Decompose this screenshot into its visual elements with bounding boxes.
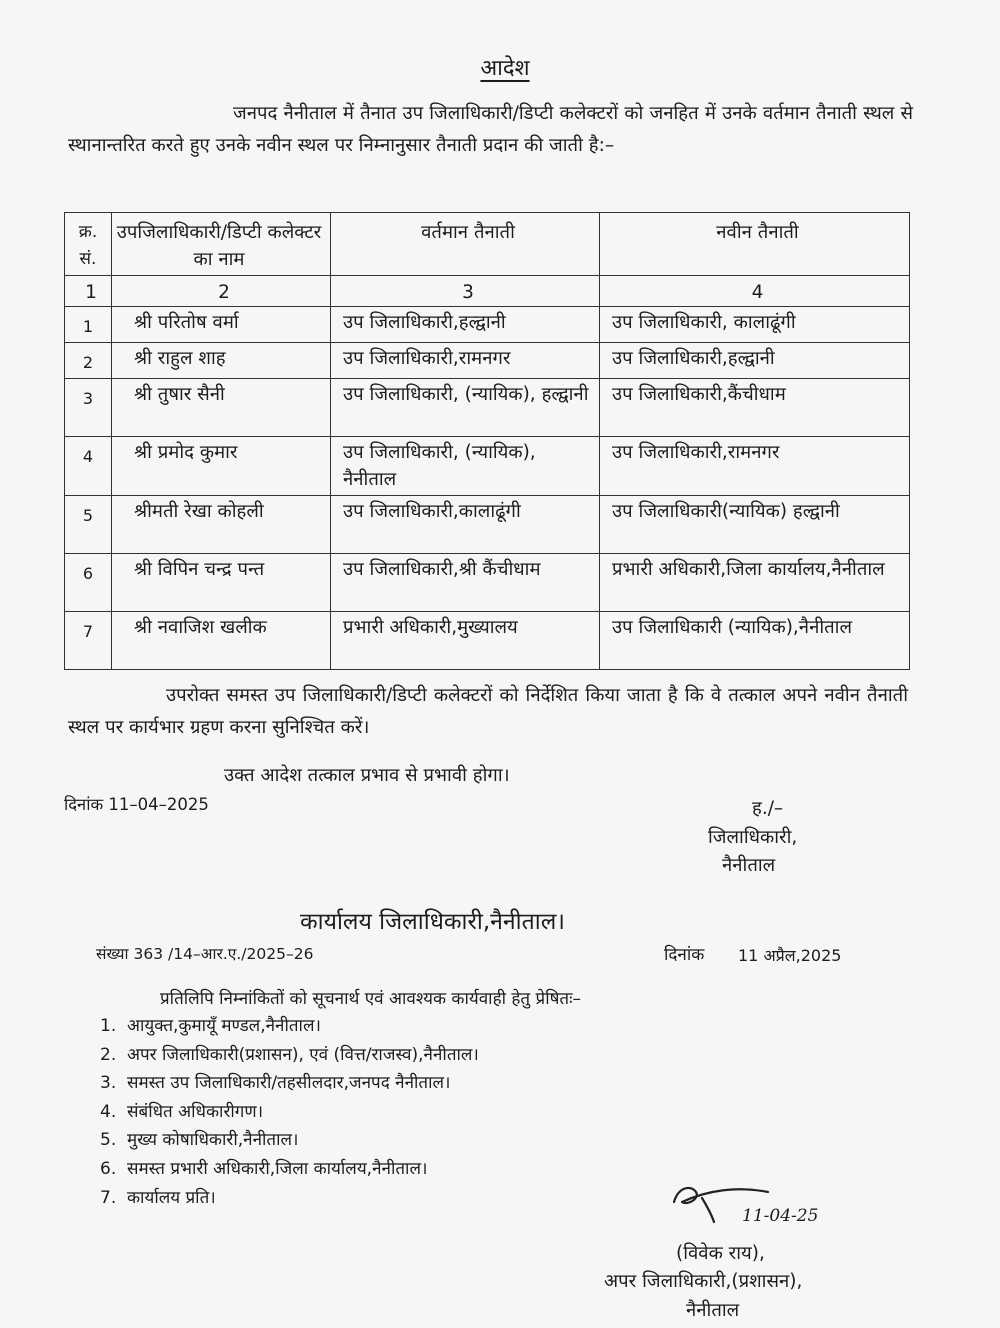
row-name: श्रीमती रेखा कोहली <box>112 496 331 554</box>
row-current: उप जिलाधिकारी,कालाढूंगी <box>331 496 600 554</box>
header-current: वर्तमान तैनाती <box>331 213 600 276</box>
transfer-table <box>64 212 910 670</box>
table-row <box>65 554 910 612</box>
index-cell: 1 <box>65 276 112 307</box>
row-sno: 1 <box>65 307 112 343</box>
order-date: दिनांक 11–04–2025 <box>64 795 209 814</box>
row-current: उप जिलाधिकारी,श्री कैंचीधाम <box>331 554 600 612</box>
row-new: उप जिलाधिकारी,कैंचीधाम <box>600 379 910 437</box>
row-name: श्री विपिन चन्द्र पन्त <box>112 554 331 612</box>
row-current: प्रभारी अधिकारी,मुख्यालय <box>331 612 600 670</box>
table-row <box>65 612 910 670</box>
table-row <box>65 307 910 343</box>
copy-list <box>100 1012 479 1212</box>
item-number: 3. <box>100 1073 117 1094</box>
item-text: मुख्य कोषाधिकारी,नैनीताल। <box>127 1130 299 1151</box>
table-row <box>65 343 910 379</box>
item-number: 1. <box>100 1016 117 1036</box>
list-item <box>100 1041 479 1070</box>
row-current: उप जिलाधिकारी,रामनगर <box>331 343 600 379</box>
index-row <box>65 276 910 307</box>
row-name: श्री तुषार सैनी <box>112 379 331 437</box>
officer-place: नैनीताल <box>686 1300 740 1321</box>
list-item <box>100 1155 479 1184</box>
row-current: उप जिलाधिकारी,हल्द्वानी <box>331 307 600 343</box>
row-sno: 7 <box>65 612 112 670</box>
item-text: अपर जिलाधिकारी(प्रशासन), एवं (वित्त/राजस्व),नैनीताल। <box>127 1044 479 1065</box>
table-header-row <box>65 213 910 276</box>
item-text: समस्त उप जिलाधिकारी/तहसीलदार,जनपद नैनीताल। <box>127 1073 451 1094</box>
header-sno: क्र. सं. <box>65 213 112 276</box>
row-new: उप जिलाधिकारी (न्यायिक),नैनीताल <box>600 612 910 670</box>
list-item <box>100 1126 479 1155</box>
table-row <box>65 379 910 437</box>
table-row <box>65 496 910 554</box>
direction-paragraph <box>68 680 908 744</box>
signed-mark: ह./– <box>752 798 784 819</box>
row-sno: 3 <box>65 379 112 437</box>
copy-intro: प्रतिलिपि निम्नांकितों को सूचनार्थ एवं आवश्यक कार्यवाही हेतु प्रेषितः– <box>160 989 582 1009</box>
index-cell: 3 <box>331 276 600 307</box>
header-new: नवीन तैनाती <box>600 213 910 276</box>
office-date-value: 11 अप्रैल,2025 <box>738 946 842 965</box>
row-name: श्री परितोष वर्मा <box>112 307 331 343</box>
row-current: उप जिलाधिकारी, (न्यायिक), नैनीताल <box>331 437 600 496</box>
item-number: 7. <box>100 1187 117 1208</box>
row-name: श्री नवाजिश खलीक <box>112 612 331 670</box>
row-sno: 4 <box>65 437 112 496</box>
index-cell: 2 <box>112 276 331 307</box>
list-item <box>100 1098 479 1127</box>
row-name: श्री राहुल शाह <box>112 343 331 379</box>
item-number: 2. <box>100 1044 117 1065</box>
item-number: 5. <box>100 1130 117 1151</box>
table-row <box>65 437 910 496</box>
row-new: उप जिलाधिकारी,रामनगर <box>600 437 910 496</box>
row-new: उप जिलाधिकारी(न्यायिक) हल्द्वानी <box>600 496 910 554</box>
row-new: उप जिलाधिकारी,हल्द्वानी <box>600 343 910 379</box>
item-number: 4. <box>100 1101 117 1122</box>
reference-number: संख्या 363 /14–आर.ए./2025–26 <box>96 945 314 963</box>
row-sno: 2 <box>65 343 112 379</box>
row-new: उप जिलाधिकारी, कालाढूंगी <box>600 307 910 343</box>
office-date-label: दिनांक <box>664 945 705 965</box>
effect-line: उक्त आदेश तत्काल प्रभाव से प्रभावी होगा। <box>224 765 510 786</box>
officer-name: (विवेक राय), <box>676 1243 765 1264</box>
office-heading: कार्यालय जिलाधिकारी,नैनीताल। <box>300 909 566 935</box>
row-name: श्री प्रमोद कुमार <box>112 437 331 496</box>
row-current: उप जिलाधिकारी, (न्यायिक), हल्द्वानी <box>331 379 600 437</box>
signatory-title: जिलाधिकारी, <box>708 827 798 848</box>
header-name: उपजिलाधिकारी/डिप्टी कलेक्टर का नाम <box>112 213 331 276</box>
list-item <box>100 1069 479 1098</box>
item-text: आयुक्त,कुमायूँ मण्डल,नैनीताल। <box>127 1016 321 1036</box>
direction-text: उपरोक्त समस्त उप जिलाधिकारी/डिप्टी कलेक्टरों को निर्देशित किया जाता है कि वे तत्काल अपने नवीन तैनाती स्थल पर कार्यभार ग्रहण करना सुनिश्चित करें। <box>68 685 908 738</box>
intro-paragraph <box>68 98 913 162</box>
row-new: प्रभारी अधिकारी,जिला कार्यालय,नैनीताल <box>600 554 910 612</box>
row-sno: 5 <box>65 496 112 554</box>
list-item <box>100 1012 479 1041</box>
item-number: 6. <box>100 1158 117 1179</box>
row-sno: 6 <box>65 554 112 612</box>
item-text: संबंधित अधिकारीगण। <box>127 1101 264 1122</box>
intro-text: जनपद नैनीताल में तैनात उप जिलाधिकारी/डिप्टी कलेक्टरों को जनहित में उनके वर्तमान तैनाती स्थल से स्थानान्तरित करते हुए उनके नवीन स्थल पर निम्नानुसार तैनाती प्रदान की जाती है:– <box>68 103 913 156</box>
index-cell: 4 <box>600 276 910 307</box>
list-item <box>100 1184 479 1213</box>
item-text: समस्त प्रभारी अधिकारी,जिला कार्यालय,नैनीताल। <box>127 1158 428 1179</box>
signature-date: 11-04-25 <box>742 1206 819 1226</box>
officer-title: अपर जिलाधिकारी,(प्रशासन), <box>604 1271 803 1292</box>
item-text: कार्यालय प्रति। <box>127 1187 216 1208</box>
signatory-place: नैनीताल <box>722 855 776 876</box>
order-title: आदेश <box>480 56 530 81</box>
